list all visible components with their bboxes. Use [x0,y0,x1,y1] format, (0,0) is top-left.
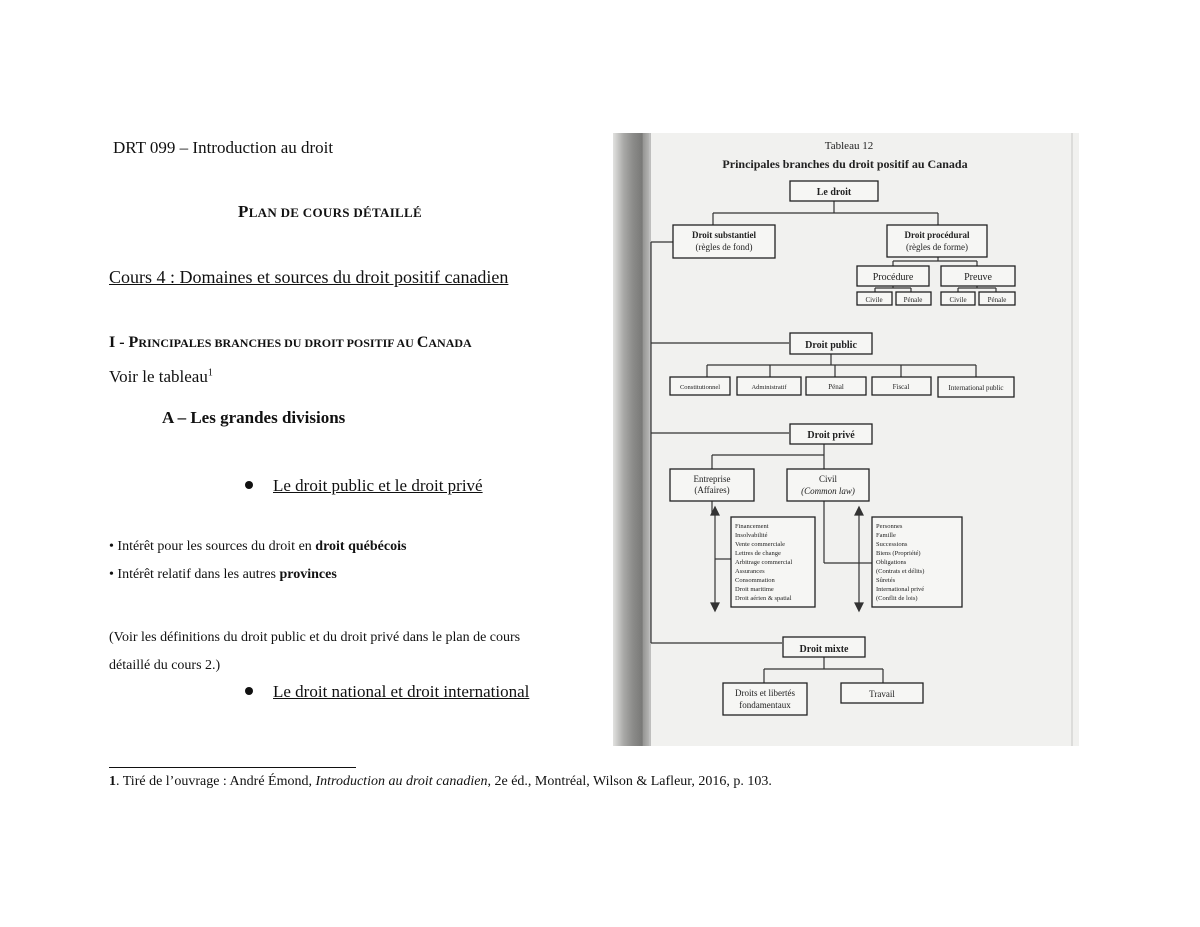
node-le-droit: Le droit [816,187,852,198]
node-droits-libertes: Droits et libertés [735,688,795,698]
footnote-divider [109,767,356,768]
document-title [238,202,422,222]
list-item: Lettres de change [735,550,781,557]
list-item: Insolvabilité [735,532,768,539]
node-travail: Travail [869,689,895,699]
section-heading [109,334,472,352]
diagram-svg [613,133,1079,746]
node-droit-public: Droit public [805,340,857,351]
lesson-title: Cours 4 : Domaines et sources du droit positif canadien [109,267,509,287]
node-civil: Civil [818,474,838,484]
node-penale-1: Pénale [903,296,923,304]
list-item: (Conflit de lois) [876,595,918,602]
node-procedural-sub: (règles de forme) [906,242,968,252]
list-item: Biens (Propriété) [876,550,921,557]
footnote-text: , 2e éd., Montréal, Wilson & Lafleur, 2016, p. 103. [487,774,772,789]
see-table-label: Voir le tableau [109,367,208,386]
node-procedural: Droit procédural [904,230,970,240]
node-entreprise: Entreprise [693,474,731,484]
course-code: DRT 099 – Introduction au droit [113,138,334,157]
table-title: Principales branches du droit positif au Canada [722,157,968,171]
node-civil-sub: (Common law) [801,486,855,496]
see-table-text [109,367,213,387]
title-rest: LAN DE COURS DÉTAILLÉ [248,205,422,220]
subsection-heading: A – Les grandes divisions [162,408,346,427]
node-preuve: Preuve [964,272,992,283]
definition-line-1: (Voir les définitions du droit public et du droit privé dans le plan de cours [109,630,521,645]
node-constitutionnel: Constitutionnel [679,384,721,391]
list-item: Successions [876,541,908,548]
bullet-icon [245,481,253,489]
node-droits-libertes-sub: fondamentaux [739,700,791,710]
interest-text: • Intérêt relatif dans les autres [109,567,280,582]
list-item: International privé [876,586,925,593]
bullet-item [245,682,529,702]
node-droit-prive: Droit privé [807,430,855,441]
bullet-text: Le droit national et droit international [273,682,530,701]
list-item: Arbitrage commercial [735,559,793,566]
list-item: Personnes [876,523,903,530]
node-civile-1: Civile [865,296,883,304]
list-item: Famille [876,532,896,539]
footnote-text: . Tiré de l’ouvrage : André Émond, [116,774,316,789]
node-droit-mixte: Droit mixte [799,644,849,655]
table-label: Tableau 12 [824,140,874,152]
bullet-text: Le droit public et le droit privé [273,476,483,495]
bullet-icon [245,687,253,695]
list-item: Assurances [735,568,765,575]
node-international-public: International public [948,384,1004,392]
node-entreprise-sub: (Affaires) [694,485,730,495]
node-substantiel-sub: (règles de fond) [695,242,753,252]
list-item: Vente commerciale [735,541,785,548]
list-item: Droit maritime [735,586,774,593]
interest-emphasis: provinces [279,567,337,582]
interest-line-1 [109,539,406,555]
footnote-number: 1 [109,774,116,789]
interest-text: • Intérêt pour les sources du droit en [109,539,316,554]
node-civile-2: Civile [949,296,967,304]
node-penale-2: Pénale [987,296,1007,304]
list-item: Sûretés [876,577,896,584]
definition-note [109,624,609,680]
footnote-book-title: Introduction au droit canadien [315,774,488,789]
section-prefix: I - P [109,334,139,351]
section-c: C [416,334,429,351]
definition-line-2: détaillé du cours 2.) [109,658,221,673]
scanned-diagram [613,133,1079,746]
node-penal: Pénal [828,383,844,391]
list-item: Consommation [735,577,775,584]
node-substantiel: Droit substantiel [691,230,757,240]
footnote [109,774,772,790]
title-initial: P [238,202,249,221]
list-item: Obligations [876,559,907,566]
section-rest: RINCIPALES BRANCHES DU DROIT POSITIF AU [138,336,417,350]
section-anada: ANADA [428,336,472,350]
interest-line-2 [109,567,337,583]
interest-emphasis: droit québécois [315,539,407,554]
list-item: Financement [735,523,769,530]
bullet-item [245,476,483,496]
node-administratif: Administratif [751,384,787,391]
footnote-ref[interactable]: 1 [207,367,213,379]
list-item: Droit aérien & spatial [735,595,792,602]
list-item: (Contrats et délits) [876,568,925,575]
node-fiscal: Fiscal [892,383,910,391]
node-procedure: Procédure [872,272,914,283]
